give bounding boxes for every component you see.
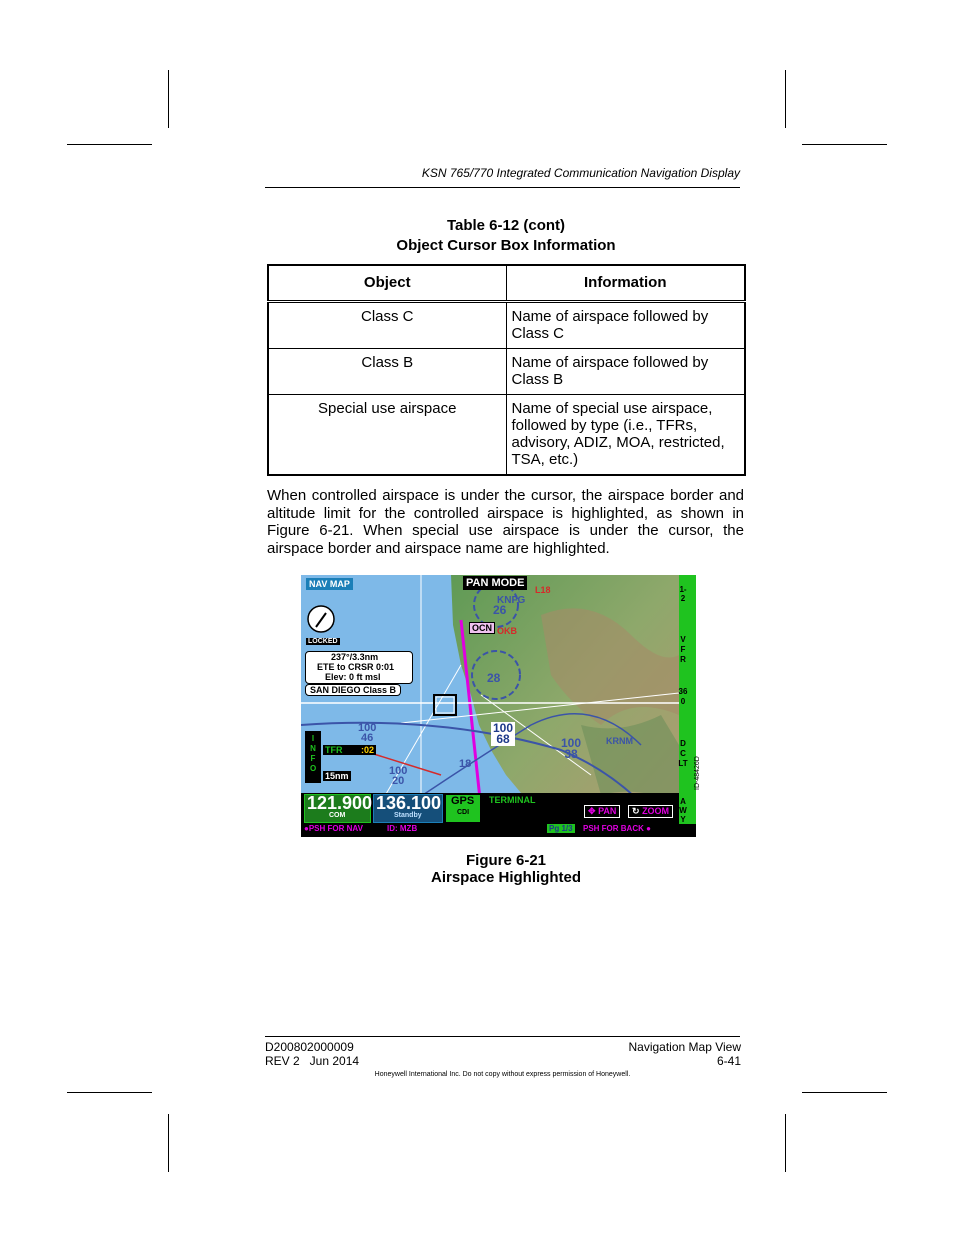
pan-mode-banner: PAN MODE	[463, 576, 527, 590]
figure-caption-title: Airspace Highlighted	[430, 869, 582, 886]
right-key-range[interactable]: 1-2	[679, 585, 687, 603]
airport-l18: L18	[535, 585, 551, 595]
nav-map-display	[301, 575, 696, 837]
figure-id: ID-48426D	[694, 756, 701, 790]
ete-to-cursor: ETE to CRSR 0:01	[317, 662, 395, 672]
crop-mark	[785, 70, 786, 128]
elevation: Elev: 0 ft msl	[325, 672, 381, 682]
gps-label: GPS	[451, 795, 475, 807]
cell-information: Name of airspace followed by Class C	[506, 301, 745, 348]
com-label: COM	[329, 812, 346, 819]
altitude-100-68: 100 68	[493, 721, 514, 746]
right-key-awy[interactable]: AWY	[679, 797, 687, 824]
airport-krnm: KRNM	[606, 736, 633, 746]
footer-left	[265, 1040, 359, 1068]
pan-arrows-icon: ✥	[588, 806, 596, 816]
standby-label: Standby	[394, 812, 422, 819]
running-header: KSN 765/770 Integrated Communication Navigation Display	[421, 166, 740, 180]
crop-mark	[168, 1114, 169, 1172]
table-row	[268, 394, 745, 475]
ring-label-28: 28	[487, 671, 501, 685]
zoom-button[interactable]: ↻ ZOOM	[628, 805, 673, 818]
figure-caption-number: Figure 6-21	[465, 852, 547, 869]
push-for-back: PSH FOR BACK ●	[583, 824, 651, 833]
footer-right	[628, 1040, 741, 1068]
copyright-notice: Honeywell International Inc. Do not copy without express permission of Honeywell.	[374, 1071, 631, 1078]
terminal-label: TERMINAL	[489, 795, 536, 805]
altitude-18: 18	[459, 758, 472, 770]
cell-object: Special use airspace	[268, 394, 506, 475]
footer-rule	[265, 1036, 740, 1037]
info-key[interactable]: INFO	[305, 731, 321, 783]
object-info-table	[267, 264, 746, 476]
pan-button[interactable]: ✥ PAN	[584, 805, 620, 818]
crop-mark	[785, 1114, 786, 1172]
map-scale: 15nm	[325, 771, 349, 781]
altitude-100-20: 100 20	[389, 765, 408, 787]
crop-mark	[67, 144, 152, 145]
revision: REV 2 Jun 2014	[265, 1054, 360, 1068]
waypoint-ocn: OCN	[469, 622, 495, 634]
crop-mark	[802, 1092, 887, 1093]
tfr-label: TFR :02	[325, 745, 375, 755]
doc-number: D200802000009	[265, 1040, 354, 1054]
table-caption-number: Table 6-12 (cont)	[446, 217, 566, 234]
device-id: ID: MZB	[387, 824, 418, 833]
ring-label-26: 26	[493, 603, 507, 617]
table-row	[268, 301, 745, 348]
right-key-dclt[interactable]: DCLT	[678, 739, 688, 768]
cell-object: Class B	[268, 348, 506, 394]
section-title: Navigation Map View	[628, 1040, 741, 1054]
body-paragraph: When controlled airspace is under the cursor, the airspace border and altitude limit for the controlled airspace is highlighted, as shown in Figure 6-21. When special use airspace is under the cursor, the airspace border and airspace name are highlighted.	[267, 487, 744, 557]
locked-indicator: LOCKED	[308, 638, 338, 645]
altitude-100-38: 100 38	[561, 736, 582, 761]
com-frequency: 121.900	[307, 793, 373, 813]
nav-map-tab[interactable]: NAV MAP	[306, 578, 353, 590]
column-header-information: Information	[506, 265, 745, 301]
crop-mark	[802, 144, 887, 145]
column-header-object: Object	[268, 265, 506, 301]
bearing-distance: 237°/3.3nm	[331, 652, 379, 662]
airspace-name-label: SAN DIEGO Class B	[305, 684, 401, 696]
page-number: 6-41	[716, 1054, 741, 1068]
airport-okb: OKB	[497, 626, 517, 636]
right-key-360[interactable]: 360	[678, 687, 688, 706]
cell-information: Name of special use airspace, followed by type (i.e., TFRs, advisory, ADIZ, MOA, restricted, TSA, etc.)	[506, 394, 745, 475]
header-rule	[265, 187, 740, 188]
cdi-label: CDI	[457, 809, 470, 816]
page-indicator: Pg 1/3	[549, 824, 573, 833]
right-key-vfr[interactable]: VFR	[680, 635, 686, 664]
crop-mark	[67, 1092, 152, 1093]
altitude-100-46: 100 46	[358, 722, 377, 744]
standby-frequency: 136.100	[376, 793, 442, 813]
dot-icon: ●	[643, 824, 651, 833]
cell-object: Class C	[268, 301, 506, 348]
table-caption-title: Object Cursor Box Information	[396, 237, 616, 254]
zoom-rotate-icon: ↻	[632, 806, 640, 816]
dot-icon: ●	[304, 824, 309, 833]
airport-knfg: KNFG	[497, 595, 526, 606]
cell-information: Name of airspace followed by Class B	[506, 348, 745, 394]
crop-mark	[168, 70, 169, 128]
push-for-nav: ●PSH FOR NAV	[304, 824, 363, 833]
table-header-row	[268, 265, 745, 301]
table-row	[268, 348, 745, 394]
